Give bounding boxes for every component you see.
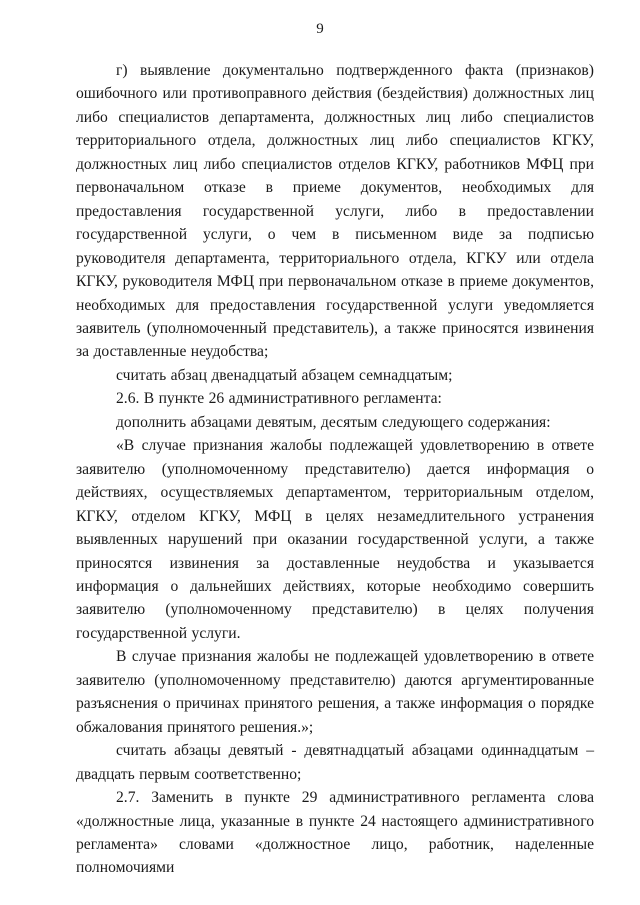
paragraph-renumber-ninth-nineteenth: считать абзацы девятый - девятнадцатый абзацами одиннадцатым – двадцать первым соответственно;	[76, 742, 594, 783]
paragraph-renumber-twelfth: считать абзац двенадцатый абзацем семнадцатым;	[116, 366, 453, 384]
paragraph-complaint-satisfied: «В случае признания жалобы подлежащей удовлетворению в ответе заявителю (уполномоченному представителю) дается информация о действиях, осуществляемых департаментом, территориальным отделом, КГКУ, отделом КГКУ, МФЦ в целях незамедлительного устранения выявленных нарушений при оказании государственной услуги, а также приносятся извинения за доставленные неудобства и указывается информация о дальнейших действиях, которые необходимо совершить заявителю (уполномоченному представителю) в целях получения государственной услуги.	[76, 437, 594, 642]
paragraph-section-2-7: 2.7. Заменить в пункте 29 административного регламента слова «должностные лица, указанные в пункте 24 настоящего административного регламента» словами «должностное лицо, работник, наделенные полномочиями	[76, 789, 594, 877]
paragraph-complaint-rejected: В случае признания жалобы не подлежащей удовлетворению в ответе заявителю (уполномоченному представителю) даются аргументированные разъяснения о причинах принятого решения, а также информация о порядке обжалования принятого решения.»;	[76, 648, 594, 736]
paragraph-section-2-6: 2.6. В пункте 26 административного регламента:	[116, 390, 442, 408]
document-body	[76, 59, 594, 880]
paragraph-item-g: г) выявление документально подтвержденного факта (признаков) ошибочного или противоправного действия (бездействия) должностных лиц либо специалистов департамента, должностных лиц либо специалистов территориального отдела, должностных лиц либо специалистов КГКУ, должностных лиц либо специалистов отделов КГКУ, работников МФЦ при первоначальном отказе в приеме документов, необходимых для предоставления государственной услуги, либо в предоставлении государственной услуги, о чем в письменном виде за подписью руководителя департамента, территориального отдела, КГКУ или отдела КГКУ, руководителя МФЦ при первоначальном отказе в приеме документов, необходимых для предоставления государственной услуги уведомляется заявитель (уполномоченный представитель), а также приносятся извинения за доставленные неудобства;	[76, 62, 594, 361]
page-number: 9	[316, 21, 324, 37]
paragraph-add-ninth-tenth: дополнить абзацами девятым, десятым следующего содержания:	[116, 413, 551, 431]
